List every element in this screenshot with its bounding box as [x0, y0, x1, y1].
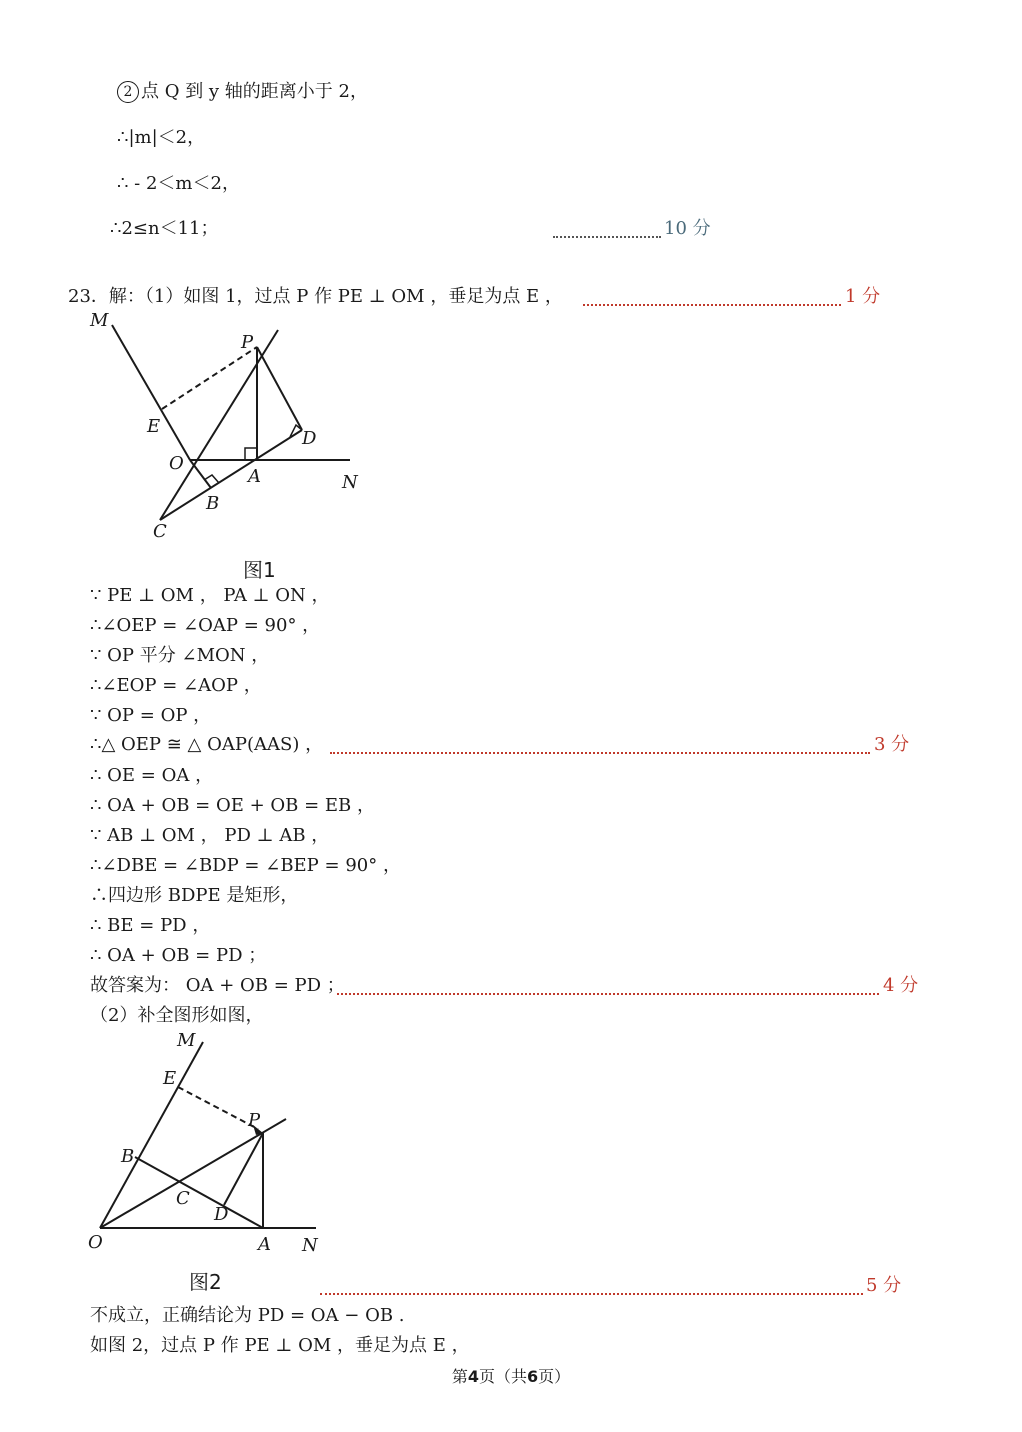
right-angle-a [245, 448, 257, 460]
line-cp [160, 330, 278, 520]
fig1-label-n: N [342, 472, 358, 493]
fig2-label-e: E [163, 1068, 177, 1089]
circled-number: 2 [117, 81, 139, 103]
answer-line: 故答案为： OA + OB = PD ； [90, 975, 345, 996]
fig2-label-d: D [214, 1204, 229, 1225]
fig2-label-m: M [177, 1030, 196, 1051]
proof-line: ∴ OA + OB = OE + OB = EB ， [90, 795, 375, 816]
fig2-label-o: O [88, 1232, 103, 1253]
score-leader [320, 1293, 863, 1295]
line-n-range: ∴2≤n＜11； [110, 218, 219, 239]
fig2-label-b: B [121, 1146, 135, 1167]
conclusion-line: 不成立，正确结论为 PD = OA − OB . [90, 1305, 405, 1326]
score-leader [337, 993, 879, 995]
dashed-pe [178, 1087, 258, 1129]
fig1-label-a: A [248, 466, 261, 487]
score-leader [583, 304, 841, 306]
fig2-label-a: A [258, 1234, 271, 1255]
score-leader [553, 236, 661, 238]
q23-intro: 23．解：（1）如图 1，过点 P 作 PE ⊥ OM ，垂足为点 E ， [68, 286, 563, 307]
figure-2-diagram [80, 1025, 340, 1260]
current-page-number: 4 [467, 1367, 479, 1386]
fig1-label-o: O [169, 453, 184, 474]
proof-line: ∴△ OEP ≅ △ OAP(AAS) ， [90, 734, 324, 755]
proof-line: ∵ PE ⊥ OM ， PA ⊥ ON ， [90, 585, 330, 606]
figure-2-caption: 图2 [189, 1270, 222, 1294]
proof-line: ∴ OA + OB = PD ； [90, 945, 267, 966]
fig1-label-e: E [147, 416, 161, 437]
score-10: 10 分 [664, 218, 711, 239]
figure-1-caption: 图1 [243, 558, 276, 582]
page-footer: 第4页（共6页） [451, 1367, 571, 1386]
ray-om [112, 325, 190, 460]
proof-line: ∴∠EOP = ∠AOP ， [90, 675, 262, 696]
segment-ob [190, 460, 211, 488]
part-2-intro: （2）补全图形如图， [90, 1005, 264, 1026]
fig1-label-b: B [206, 493, 220, 514]
proof-line: ∴ BE = PD ， [90, 915, 211, 936]
fig2-label-n: N [302, 1235, 318, 1256]
segment-pd [257, 347, 302, 430]
fig1-label-p: P [241, 332, 254, 353]
score-5: 5 分 [866, 1275, 902, 1296]
fig2-label-c: C [176, 1188, 190, 1209]
dashed-pe [162, 347, 257, 409]
fig1-label-c: C [153, 521, 167, 542]
proof-line: ∴∠OEP = ∠OAP = 90° ， [90, 615, 321, 636]
score-leader [330, 752, 870, 754]
fig1-label-d: D [302, 428, 317, 449]
line-m-range: ∴ - 2＜m＜2， [117, 173, 240, 194]
last-line: 如图 2，过点 P 作 PE ⊥ OM ，垂足为点 E ， [90, 1335, 470, 1356]
proof-line: ∴∠DBE = ∠BDP = ∠BEP = 90° ， [90, 855, 401, 876]
fig1-label-m: M [90, 310, 109, 331]
score-3: 3 分 [874, 734, 910, 755]
line-distance-condition: 2 点 Q 到 y 轴的距离小于 2， [117, 80, 368, 104]
line-abs-m: ∴|m|＜2， [117, 127, 206, 148]
proof-line: ∴四边形 BDPE 是矩形， [90, 885, 299, 906]
score-1: 1 分 [845, 286, 881, 307]
total-page-number: 6 [527, 1367, 539, 1386]
proof-line: ∵ OP 平分 ∠MON ， [90, 645, 270, 666]
score-4: 4 分 [883, 975, 919, 996]
proof-line: ∵ AB ⊥ OM ， PD ⊥ AB ， [90, 825, 330, 846]
figure-1-diagram [80, 305, 380, 555]
proof-line: ∴ OE = OA ， [90, 765, 214, 786]
fig2-label-p: P [248, 1110, 261, 1131]
proof-line: ∵ OP = OP ， [90, 705, 212, 726]
ray-op [100, 1119, 286, 1228]
